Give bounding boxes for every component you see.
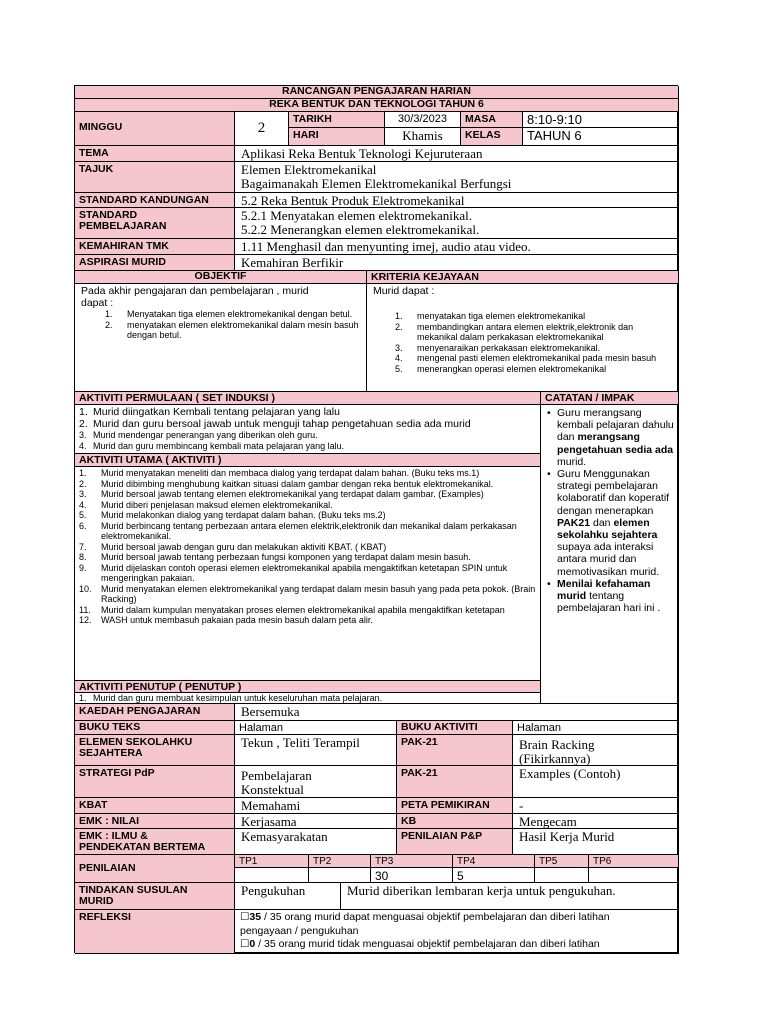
refleksi-label: REFLEKSI [75,910,235,954]
peta-label: PETA PEMIKIRAN [397,798,513,814]
refleksi-content [235,910,679,954]
tema-label: TEMA [75,146,235,162]
header-title: RANCANGAN PENGAJARAN HARIAN [75,86,679,99]
utama-item: 3. Murid bersoal jawab tentang elemen elektromekanikal yang terdapat dalam gambar. (Examples) [79,489,484,499]
penilaian-pp-value: Hasil Kerja Murid [513,829,679,855]
tp6-label: TP6 [589,855,679,868]
pak21-b-value: Examples (Contoh) [513,766,679,798]
objektif-intro-2: dapat : [81,297,114,309]
refleksi-line-3: ☐0 / 35 orang murid tidak menguasai objektif pembelajaran dan diberi latihan [240,938,600,950]
tp5-label: TP5 [535,855,589,868]
kriteria-header: KRITERIA KEJAYAAN [367,271,679,284]
refleksi-line-2: pengayaan / pengukuhan [240,924,359,937]
permulaan-item: 4. Murid dan guru membincang kembali mata pelajaran yang lalu. [79,441,345,451]
utama-item: 4. Murid diberi penjelasan maksud elemen elektromekanikal. [79,499,333,510]
utama-item: 2. Murid dibimbing menghubung kaitkan situasi dalam gambar dengan reka bentuk elektromekanikal. [79,478,494,489]
kaedah-label: KAEDAH PENGAJARAN [75,704,235,721]
tp4-value: 5 [453,868,535,883]
permulaan-content [75,405,541,454]
tindakan-value: Pengukuhan [235,883,341,910]
objektif-intro-1: Pada akhir pengajaran dan pembelajaran , murid [81,285,309,297]
kelas-label: KELAS [461,128,523,146]
penutup-item: 1. Murid dan guru membuat kesimpulan untuk keseluruhan mata pelajaran. [79,693,383,703]
kriteria-item: 1. menyatakan tiga elemen elektromekanikal [395,311,586,321]
utama-content [75,467,541,681]
penutup-header: AKTIVITI PENUTUP ( PENUTUP ) [75,681,541,693]
hari-label: HARI [289,128,385,146]
tp2-label: TP2 [309,855,371,868]
kriteria-item: 3. menyenaraikan perkakasan elektromekanikal. [395,342,601,353]
tema-value: Aplikasi Reka Bentuk Teknologi Kejuruteraan [235,146,679,162]
utama-item: 7. Murid bersoal jawab dengan guru dan melakukan aktiviti KBAT. ( KBAT) [79,541,387,552]
emk-ilmu-value: Kemasyarakatan [235,829,397,855]
elemen-label: ELEMEN SEKOLAHKU SEJAHTERA [75,735,235,766]
peta-value: - [513,798,679,814]
permulaan-item: 3. Murid mendengar penerangan yang diberikan oleh guru. [79,430,318,440]
pak21-b-label: PAK-21 [397,766,513,798]
header-subtitle: REKA BENTUK DAN TEKNOLOGI TAHUN 6 [75,99,679,112]
kriteria-item: 2. membandingkan antara elemen elektrik,elektronik dan mekanikal dalam perkakasan elektromekanikal [395,321,634,342]
objektif-header: OBJEKTIF [75,271,367,284]
emk-nilai-value: Kerjasama [235,814,397,829]
tajuk-label: TAJUK [75,162,235,193]
kriteria-intro: Murid dapat : [373,285,435,297]
permulaan-item: 1. Murid diingatkan Kembali tentang pelajaran yang lalu [79,406,340,418]
tindakan-desc: Murid diberikan lembaran kerja untuk pengukuhan. [341,883,679,910]
pak21-a-value: Brain Racking (Fikirkannya) [513,735,679,766]
masa-label: MASA [461,112,523,128]
utama-item: 11. Murid dalam kumpulan menyatakan proses elemen elektromekanikal apabila mengaktifkan ketetapan [79,604,505,615]
penilaian-label: PENILAIAN [75,855,235,883]
kriteria-item: 4. mengenal pasti elemen elektromekanikal pada mesin basuh [395,353,657,363]
checkbox-icon: ☐ [240,938,250,950]
tp2-value [309,868,371,883]
catatan-bullet: • Menilai kefahaman murid tentang pembelajaran hari ini . [547,577,661,615]
checkbox-icon: ☐ [240,911,250,923]
standard-pembelajaran-label: STANDARD PEMBELAJARAN [75,208,235,239]
catatan-content [541,405,679,704]
tp6-value [589,868,679,883]
buku-teks-label: BUKU TEKS [75,721,235,735]
penutup-content [75,693,541,704]
tp4-label: TP4 [453,855,535,868]
minggu-value: 2 [235,112,289,146]
objektif-item: 2. menyatakan elemen elektromekanikal dalam mesin basuh dengan betul. [105,319,359,340]
catatan-bullet: • Guru Menggunakan strategi pembelajaran kolaboratif dan koperatif dengan menerapkan PAK21 dan elemen sekolahku sejahtera supaya ada interaksi antara murid dan memotivasikan murid. [547,468,670,578]
permulaan-header: AKTIVITI PERMULAAN ( SET INDUKSI ) [75,392,541,405]
strategi-label: STRATEGI PdP [75,766,235,798]
utama-item: 6. Murid berbincang tentang perbezaan antara elemen elektrik,elektronik dan mekanikal dalam perkakasan elektromekanikal. [79,520,517,541]
catatan-bullet: • Guru merangsang kembali pelajaran dahulu dan merangsang pengetahuan sedia ada murid. [547,407,674,468]
permulaan-item: 2. Murid dan guru bersoal jawab untuk menguji tahap pengetahuan sedia ada murid [79,418,471,430]
standard-pembelajaran-value: 5.2.1 Menyatakan elemen elektromekanikal. 5.2.2 Menerangkan elemen elektromekanikal. [235,208,679,239]
tp5-value [535,868,589,883]
objektif-item: 1. Menyatakan tiga elemen elektromekanikal dengan betul. [105,309,353,319]
buku-aktiviti-value: Halaman [513,721,679,735]
catatan-header: CATATAN / IMPAK [541,392,679,405]
kelas-value: TAHUN 6 [523,128,679,146]
utama-header: AKTIVITI UTAMA ( AKTIVITI ) [75,454,541,467]
kemahiran-tmk-value: 1.11 Menghasil dan menyunting imej, audio atau video. [235,239,679,255]
utama-item: 9. Murid dijelaskan contoh operasi elemen elektromekanikal apabila mengaktifkan ketetapan SPIN untuk mengeringkan pakaian. [79,562,508,583]
utama-item: 12. WASH untuk membasuh pakaian pada mesin basuh dalam peta alir. [79,615,373,625]
utama-item: 1. Murid menyatakan meneliti dan membaca dialog yang terdapat dalam bahan. (Buku teks ms.1) [79,468,480,478]
lesson-plan-table [74,85,678,953]
tajuk-value: Elemen Elektromekanikal Bagaimanakah Elemen Elektromekanikal Berfungsi [235,162,679,193]
objektif-content [75,284,367,392]
minggu-label: MINGGU [75,112,235,146]
pak21-a-label: PAK-21 [397,735,513,766]
kemahiran-tmk-label: KEMAHIRAN TMK [75,239,235,255]
kriteria-item: 5. menerangkan operasi elemen elektromekanikal [395,363,607,374]
kb-value: Mengecam [513,814,679,829]
kriteria-content [367,284,679,392]
aspirasi-label: ASPIRASI MURID [75,255,235,271]
tp1-label: TP1 [235,855,309,868]
emk-ilmu-label: EMK : ILMU & PENDEKATAN BERTEMA [75,829,235,855]
utama-item: 10. Murid menyatakan elemen elektromekanikal yang terdapat dalam mesin basuh yang pada peta pokok. (Brain Racking) [79,583,536,604]
buku-aktiviti-label: BUKU AKTIVITI [397,721,513,735]
tp3-value: 30 [371,868,453,883]
refleksi-line-1: ☐35 / 35 orang murid dapat menguasai objektif pembelajaran dan diberi latihan [240,911,610,923]
standard-kandungan-value: 5.2 Reka Bentuk Produk Elektromekanikal [235,193,679,208]
utama-item: 8. Murid bersoal jawab tentang perbezaan fungsi komponen yang terdapat dalam mesin basuh. [79,552,471,562]
kbat-label: KBAT [75,798,235,814]
tarikh-value: 30/3/2023 [385,112,461,128]
tarikh-label: TARIKH [289,112,385,128]
tp3-label: TP3 [371,855,453,868]
hari-value: Khamis [385,128,461,146]
standard-kandungan-label: STANDARD KANDUNGAN [75,193,235,208]
strategi-value: Pembelajaran Konstektual [235,766,397,798]
masa-value: 8:10-9:10 [523,112,679,128]
penilaian-pp-label: PENILAIAN P&P [397,829,513,855]
tindakan-label: TINDAKAN SUSULAN MURID [75,883,235,910]
kb-label: KB [397,814,513,829]
tp1-value [235,868,309,883]
kbat-value: Memahami [235,798,397,814]
elemen-value: Tekun , Teliti Terampil [235,735,397,766]
kaedah-value: Bersemuka [235,704,679,721]
utama-item: 5. Murid melakonkan dialog yang terdapat dalam bahan. (Buku teks ms.2) [79,510,386,520]
emk-nilai-label: EMK : NILAI [75,814,235,829]
aspirasi-value: Kemahiran Berfikir [235,255,679,271]
buku-teks-value: Halaman [235,721,397,735]
